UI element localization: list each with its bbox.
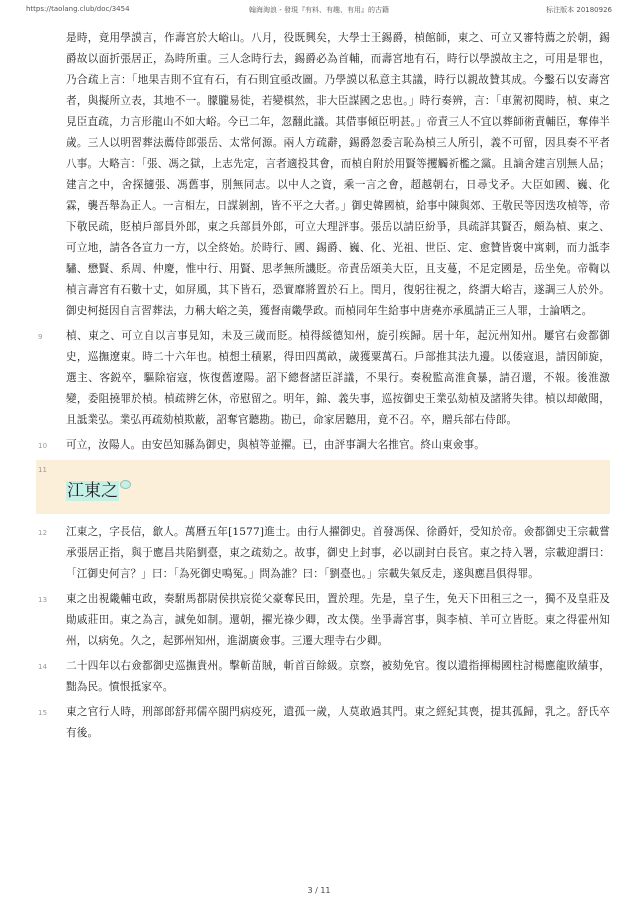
paragraph-text: 江東之，字長信，歙人。萬曆五年[1577]進士。由行人擢御史。首發馮保、徐爵奸，受知於帝。僉都御史王宗載嘗承張居正指，與于應昌共陷劉臺，東之疏劾之。故事，御史上封事，必以副封白長官。東之持入署，宗載迎謂曰：「江御史何言？」曰：「為死御史鳴冤。」問為誰？曰：「劉臺也。」宗載失氣反走，遂與應昌俱得罪。: [66, 526, 610, 580]
paragraph-number: 15: [38, 709, 48, 717]
header-version: 标注版本 20180926: [546, 6, 612, 14]
paragraph-15: [38, 702, 610, 744]
section-number: 11: [38, 466, 47, 474]
paragraph-8: [66, 28, 610, 322]
paragraph-number: 14: [38, 663, 48, 671]
paragraph-text: 東之官行人時，刑部郎舒邦儒卒閩門病疫死，遺孤一歲，人莫敢過其門。東之經紀其喪，提其孤歸，乳之。舒氏卒有後。: [66, 706, 610, 739]
paragraph-number: 9: [38, 333, 43, 341]
header-title: 翰海淘浪 - 發現『有料、有趣、有用』的古籍: [249, 6, 389, 14]
paragraph-14: [38, 656, 610, 698]
paragraph-text: 二十四年以右僉都御史巡撫貴州。擊斬苗賊，斬首百餘級。京察，被劾免官。復以遺指揮楊國柱討楊應龍敗績事，黜為民。憤恨抵家卒。: [66, 660, 610, 693]
header-url[interactable]: https://taolang.club/doc/3454: [26, 5, 130, 13]
paragraph-number: 10: [38, 442, 48, 450]
section-heading-block: [36, 460, 610, 514]
document-body: [36, 28, 610, 748]
paragraph-text: 東之出視畿輔屯政，奏駙馬都尉侯拱宸從父豪奪民田，置於理。先是，皇子生，免天下田租三之一，獨不及皇莊及勛戚莊田。東之為言，誠免如制。還朝，擢光祿少卿，改太僕。坐爭壽宮事，與李楨、羊可立皆貶。東之得霍州知州，以病免。久之，起鄧州知州，進湖廣僉事。三遷大理寺右少卿。: [66, 593, 610, 647]
paragraph-text: 是時，竟用學謨言，作壽宮於大峪山。八月，役既興矣，大學士王錫爵，楨館師，東之、可立又審特薦之於朝，錫爵故以面折張居正，為時所重。三人念時行去，錫爵必為首輔，而壽宮地有石，時行以學謨故主之，可用是罪也，乃合疏上言：「地果吉則不宜有石，有石則宜亟改圖。乃學謨以私意主其議，時行以親故贊其成。今鑿石以安壽宮者，與擬所立表，其地不一。朦朧易徙，若變棋然，非大臣謀國之忠也。」時行奏辨，言：「車駕初閱時，楨、東之見臣直疏，力言形龍山不如大峪。今已二年，忽翻此議。其借事傾臣明甚。」帝責三人不宜以葬師術責輔臣，奪俸半歲。三人以明習葬法薦侍郎張岳、太常何源。兩人方疏辭，錫爵忽委言恥為楨三人所引，義不可留，因具奏不平者八事。大略言：「張、馮之獄，上志先定，言者適投其會，而楨自附於用賢等攫觸祈檻之黨。且謫舍建言別無人品；建言之中，舍探擿張、馮舊事，別無同志。以中人之資，乘一言之會，超越朝右，日尋戈矛。大臣如國、巍、化霖，襲吾舉為正人。一言相左，日謀剝割，皆不平之大者。」御史韓國楨，給事中陳與郊、王敬民等因迭攻楨等，帝下敬民疏，貶楨戶部員外郎，東之兵部員外郎，可立大理評事。張岳以請臣紛爭，具疏詳其賢否，頗為楨、東之、可立地，請各各宣力一方，以全終始。於時行、國、錫爵、巍、化、光祖、世臣、定、愈贊皆褒中寓刺，而力詆李驌、懋賢、系周、仲慶，惟中行、用賢、思孝無所譏貶。帝責岳頌美大臣，且支蔓，不足定國是，岳坐免。帝鞫以楨言壽宮有石數十丈，如屏風，其下皆石，恐實靡將置於石上。閏月，復躬往視之，終謂大峪吉，遂調三人於外。御史柯挺因自言習葬法，力稱大峪之美，獲督南畿學政。而楨同年生給事中唐堯亦承風請正三人罪，士論哂之。: [66, 32, 610, 317]
paragraph-12: [38, 522, 610, 585]
annotation-tag-icon[interactable]: [120, 480, 131, 489]
paragraph-10: [38, 435, 610, 456]
page-number: 3 / 11: [307, 886, 331, 895]
section-title-text[interactable]: 江東之: [67, 481, 118, 501]
paragraph-9: [38, 326, 610, 431]
section-title: [66, 476, 132, 501]
paragraph-number: 12: [38, 529, 48, 537]
paragraph-number: 13: [38, 596, 48, 604]
page-header: [26, 5, 612, 19]
paragraph-text: 可立，汝陽人。由安邑知縣為御史，與楨等並擢。已，由評事調大名推官。終山東僉事。: [66, 439, 486, 451]
paragraph-text: 楨、東之、可立自以言事見知，未及三歲而貶。楨得綏德知州，旋引疾歸。居十年，起沅州知州。屢官右僉都御史，巡撫遼東。時二十六年也。楨想土積累，得田四萬畝，歲獲粟萬石。戶部推其法九邊。以倭寇退，請因師旋，選主、客鋭卒，驅除宿寇，恢復舊遼陽。詔下總督諸臣詳議，不果行。奏稅監高淮貪暴，請召還，不報。後淮激變，委阻撓罪於楨。楨疏辨乞休，帝慰留之。明年，錦、義失事，巡按御史王業弘劾楨及諸將失律。楨以却敵聞，且詆業弘。業弘再疏劾楨欺蔽，詔奪官聽勘。勘已，命家居聽用，竟不召。卒，贈兵部右侍郎。: [66, 330, 610, 426]
paragraph-13: [38, 589, 610, 652]
